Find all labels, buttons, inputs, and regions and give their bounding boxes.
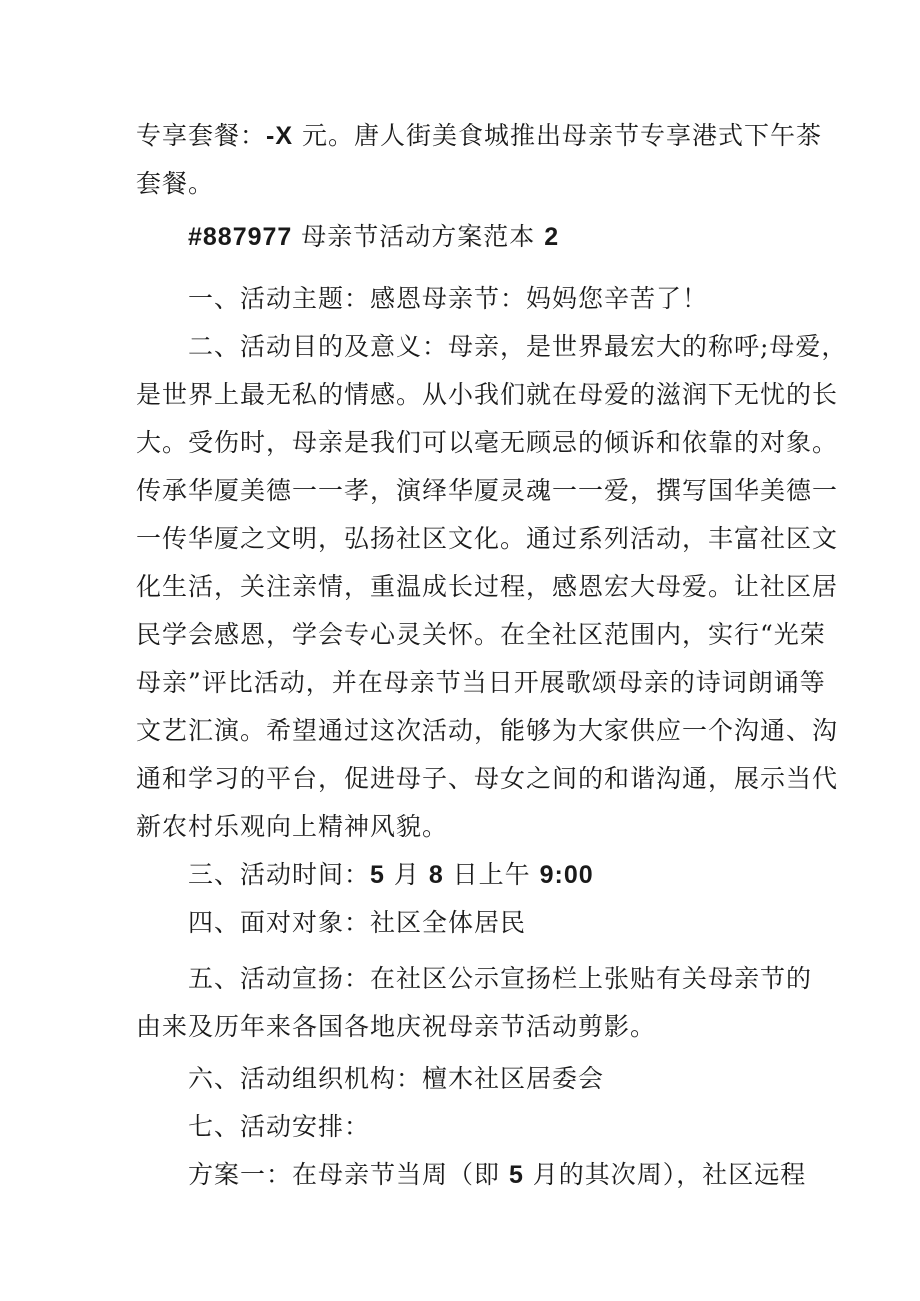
purpose-line-3: 大。受伤时，母亲是我们可以毫无顾忌的倾诉和依靠的对象。 [136, 428, 839, 457]
purpose-line-5: 一传华厦之文明，弘扬社区文化。通过系列活动，丰富社区文 [136, 524, 839, 553]
time-label: 三、活动时间： [188, 860, 371, 889]
plan-one-month: 5 [508, 1161, 524, 1189]
purpose-line-2: 是世界上最无私的情感。从小我们就在母爱的滋润下无忧的长 [136, 380, 839, 409]
arrangement-line: 七、活动安排： [188, 1112, 371, 1141]
intro-line-2: 套餐。 [136, 169, 215, 198]
intro-text: 元。唐人街美食城推出母亲节专享港式下午茶 [293, 121, 822, 150]
time-month-unit: 月 [384, 860, 429, 889]
time-day-unit: 日上午 [443, 860, 540, 889]
purpose-line-1: 二、活动目的及意义：母亲，是世界最宏大的称呼;母爱， [188, 332, 848, 361]
time-line [188, 862, 594, 888]
heading-number: 2 [544, 223, 560, 251]
organizer-line: 六、活动组织机构：檀木社区居委会 [188, 1064, 605, 1093]
publicity-line-2: 由来及历年来各国各地庆祝母亲节活动剪影。 [136, 1012, 657, 1041]
intro-price: -X [266, 122, 294, 150]
intro-line-1 [136, 123, 822, 149]
heading-text: 母亲节活动方案范本 [292, 222, 545, 251]
plan-one-line [188, 1162, 806, 1188]
target-line: 四、面对对象：社区全体居民 [188, 908, 527, 937]
purpose-line-7: 民学会感恩，学会专心灵关怀。在全社区范围内，实行“光荣 [136, 620, 826, 649]
section-heading [188, 224, 559, 250]
heading-id: #887977 [188, 223, 293, 251]
purpose-line-4: 传承华厦美德一一孝，演绎华厦灵魂一一爱，撰写国华美德一 [136, 476, 839, 505]
time-clock: 9:00 [539, 861, 594, 889]
purpose-line-10: 通和学习的平台，促进母子、母女之间的和谐沟通，展示当代 [136, 764, 839, 793]
theme-line: 一、活动主题：感恩母亲节：妈妈您辛苦了！ [188, 284, 709, 313]
purpose-line-11: 新农村乐观向上精神风貌。 [136, 812, 449, 841]
plan-one-text: 方案一：在母亲节当周（即 [188, 1160, 509, 1189]
time-month: 5 [370, 861, 385, 889]
plan-one-text-rest: 月的其次周），社区远程 [523, 1160, 807, 1189]
purpose-line-9: 文艺汇演。希望通过这次活动，能够为大家供应一个沟通、沟 [136, 716, 839, 745]
intro-label: 专享套餐： [136, 121, 267, 150]
purpose-line-6: 化生活，关注亲情，重温成长过程，感恩宏大母爱。让社区居 [136, 572, 839, 601]
purpose-line-8: 母亲”评比活动，并在母亲节当日开展歌颂母亲的诗词朗诵等 [136, 668, 826, 697]
time-day: 8 [428, 861, 444, 889]
publicity-line-1: 五、活动宣扬：在社区公示宣扬栏上张贴有关母亲节的 [188, 964, 813, 993]
